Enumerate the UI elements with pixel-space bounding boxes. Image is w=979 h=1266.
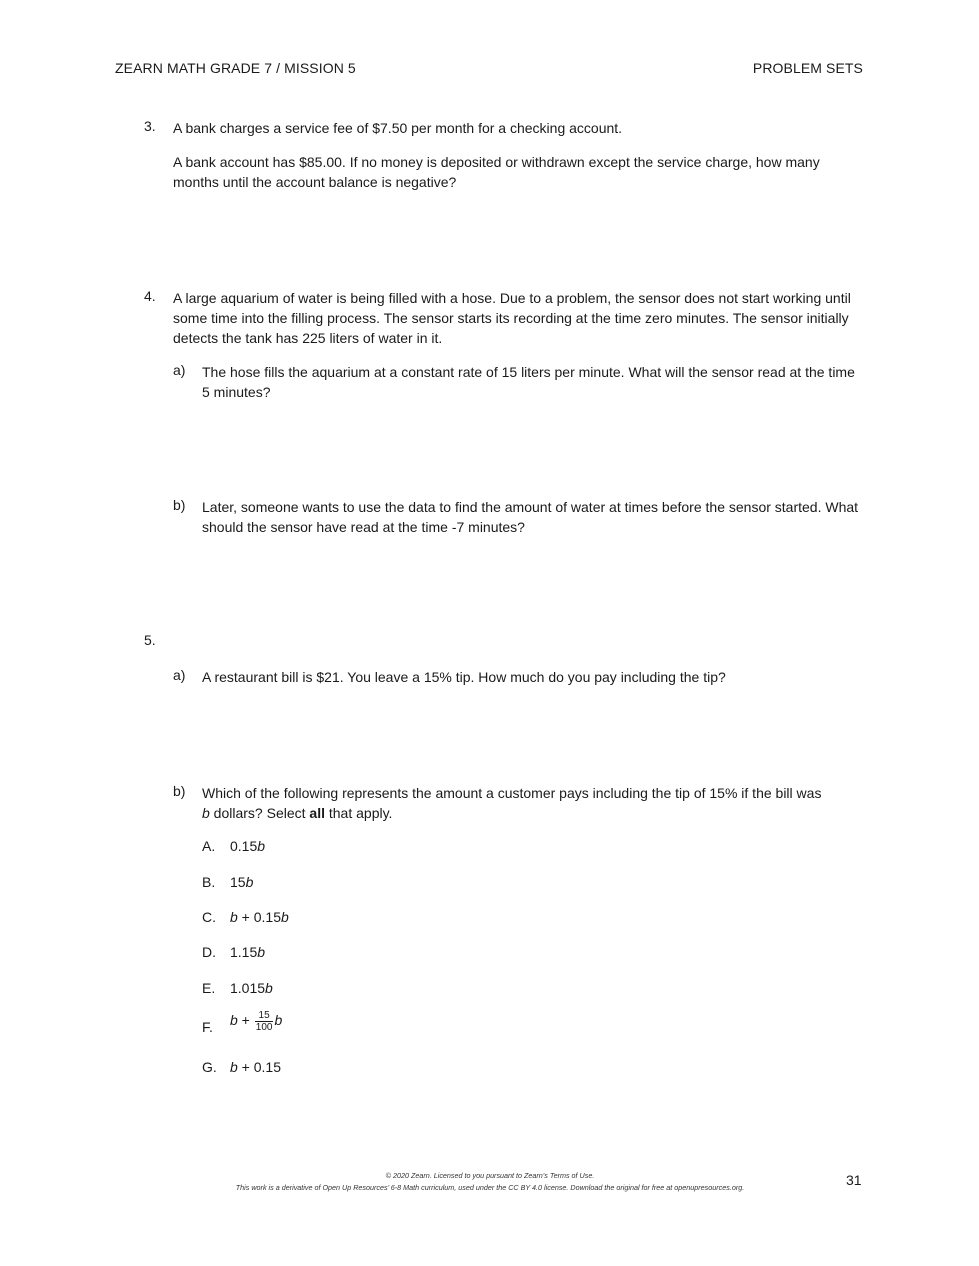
option-c: b + 0.15b: [230, 909, 289, 925]
option-a-letter: A.: [202, 838, 216, 854]
problem-3-text: A bank charges a service fee of $7.50 per month for a checking account.: [173, 120, 623, 136]
footer-copyright: © 2020 Zearn. Licensed to you pursuant to Zearn’s Terms of Use.: [385, 1171, 595, 1180]
option-b-letter: B.: [202, 874, 216, 890]
footer-attribution: This work is a derivative of Open Up Resources’ 6-8 Math curriculum, used under the CC BY 4.0 license. Download the original for free at openupresources.org.: [235, 1183, 745, 1192]
option-e-letter: E.: [202, 980, 216, 996]
problem-5-number: 5.: [144, 632, 156, 648]
problem-5a-letter: a): [173, 667, 186, 683]
problem-3-number: 3.: [144, 118, 156, 134]
problem-3-question: A bank account has $85.00. If no money is deposited or withdrawn except the service charge, how many months until the account balance is negative?: [173, 154, 820, 190]
problem-4b-text: Later, someone wants to use the data to find the amount of water at times before the sensor started. What should the sensor have read at the time -7 minutes?: [202, 499, 859, 535]
option-f-letter: F.: [202, 1019, 213, 1035]
problem-4-intro: A large aquarium of water is being filled with a hose. Due to a problem, the sensor does not start working until some time into the filling process. The sensor starts its recording at the time zero minutes. The sensor initially detects the tank has 225 liters of water in it.: [173, 290, 851, 346]
problem-4-number: 4.: [144, 288, 156, 304]
fraction: $\frac{15}{100}$: [255, 1010, 273, 1033]
option-f: b + $\frac{15}{100}$ b: [230, 1010, 283, 1033]
option-g-letter: G.: [202, 1059, 217, 1075]
option-c-letter: C.: [202, 909, 216, 925]
problem-5b-letter: b): [173, 783, 186, 799]
footer-license: [150, 1170, 830, 1194]
option-g: b + 0.15: [230, 1059, 281, 1075]
problem-5a-text: A restaurant bill is $21. You leave a 15% tip. How much do you pay including the tip?: [202, 669, 726, 685]
page-number: 31: [846, 1172, 862, 1188]
header-title: ZEARN MATH GRADE 7 / MISSION 5: [115, 60, 356, 76]
problem-5b-text: Which of the following represents the amount a customer pays including the tip of 15% if the bill was b dollars? Select all that apply.: [202, 785, 822, 821]
option-a: 0.15b: [230, 838, 266, 854]
problem-4a-text: The hose fills the aquarium at a constant rate of 15 liters per minute. What will the sensor read at the time 5 minutes?: [202, 364, 855, 400]
option-d-letter: D.: [202, 944, 216, 960]
problem-4a-letter: a): [173, 362, 186, 378]
option-e: 1.015b: [230, 980, 273, 996]
header-section: PROBLEM SETS: [752, 60, 863, 76]
option-b: 15b: [230, 874, 254, 890]
problem-4b-letter: b): [173, 497, 186, 513]
option-d: 1.15b: [230, 944, 266, 960]
